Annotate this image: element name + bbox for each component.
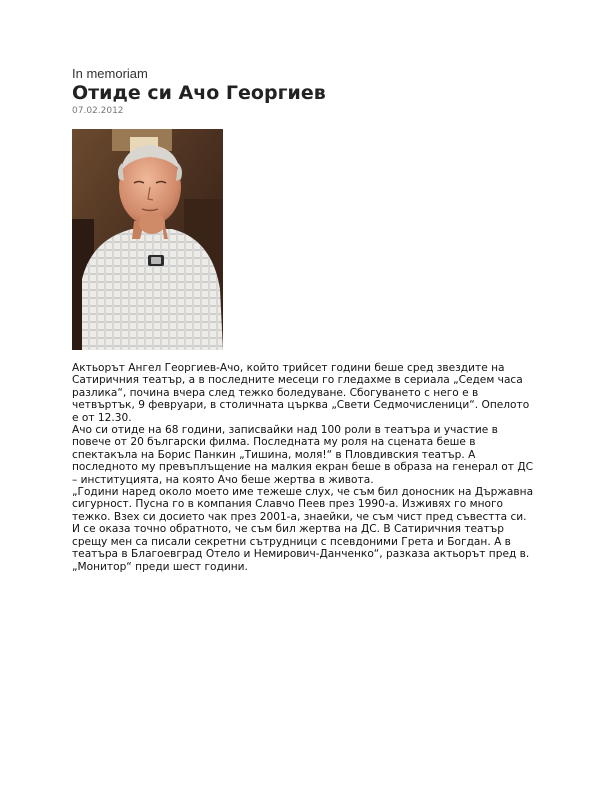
paragraph: „Години наред около моето име тежеше слух, че съм бил доносник на Държавна сигурност. Пусна го в компания Славчо Пеев през 1990-а. Изживях го много тежко. Взех си досието чак през 2001-а, знаейки, че съм чист пред съвестта си. И се оказа точно обратното, че съм бил жертва на ДС. В Сатиричния театър срещу мен са писали секретни сътрудници с псевдоними Грета и Богдан. А в театъра в Благоевград Отело и Немирович-Данченко“, разказа актьорът пред в. „Монитор“ преди шест години.	[72, 486, 534, 573]
section-label: In memoriam	[72, 66, 148, 81]
paragraph: Ачо си отиде на 68 години, записвайки над 100 роли в театъра и участие в повече от 20 български филма. Последната му роля на сцената беше в спектакъла на Борис Панкин „Тишина, моля!“ в Пловдивския театър. А последното му превъплъщение на малкия екран беше в образа на генерал от ДС – институцията, на която Ачо беше жертва в живота.	[72, 424, 533, 486]
portrait-photo	[72, 129, 223, 350]
article-body	[72, 362, 534, 573]
article-date: 07.02.2012	[72, 106, 124, 116]
article	[72, 66, 534, 573]
paragraph: Актьорът Ангел Георгиев-Ачо, който трийсет години беше сред звездите на Сатиричния театър, а в последните месеци го гледахме в сериала „Седем часа разлика“, почина вчера след тежко боледуване. Сбогуването с него е в четвъртък, 9 февруари, в столичната църква „Свети Седмочисленици“. Опелото е от 12.30.	[72, 362, 530, 424]
article-title: Отиде си Ачо Георгиев	[72, 82, 326, 104]
